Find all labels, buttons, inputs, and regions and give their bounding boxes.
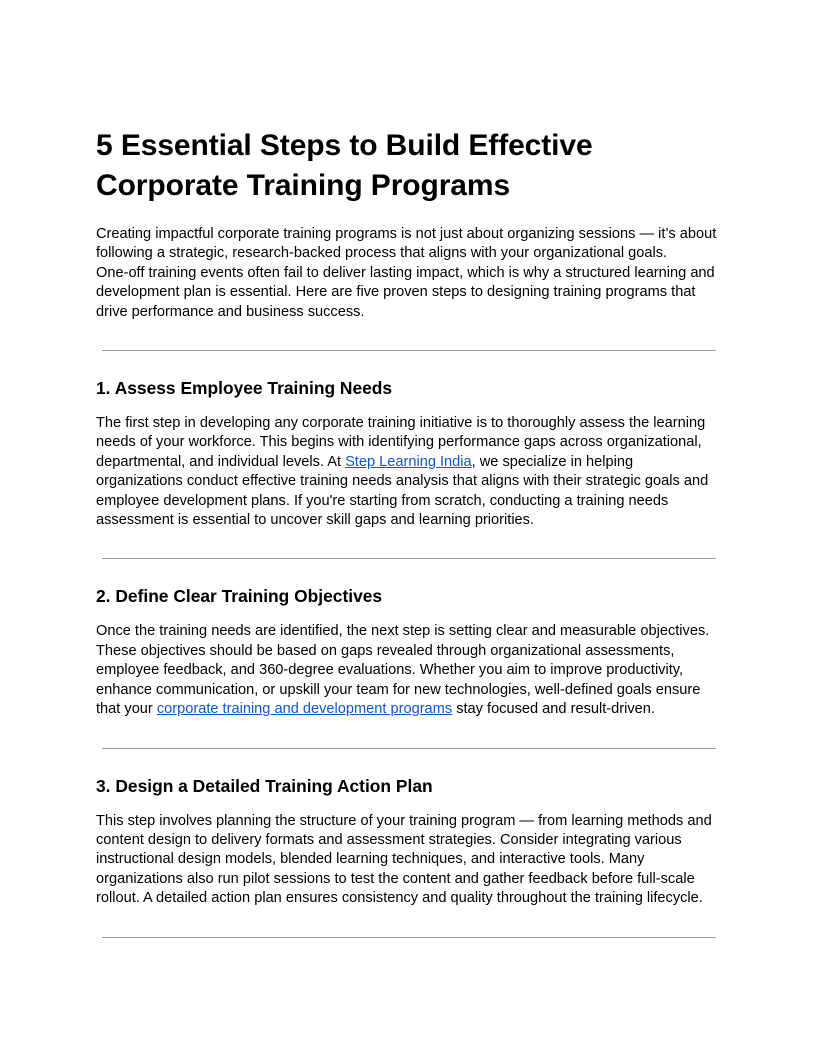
section-2-text-before: Once the training needs are identified, the next step is setting clear and measurable objectives. These objectives should be based on gaps revealed through organizational assessments, employee feedback, and 360-degree evaluations. Whether you aim to improve productivity, enhance communication, or upskill your team for new technologies, well-defined goals ensure that your bbox=[96, 623, 710, 718]
section-divider bbox=[102, 558, 716, 559]
step-learning-india-link[interactable]: Step Learning India bbox=[345, 453, 472, 470]
section-1-paragraph bbox=[96, 414, 720, 530]
intro-line-1: Creating impactful corporate training programs is not just about organizing sessions — it’s about following a strategic, research-backed process that aligns with your organizational goals. bbox=[96, 226, 717, 262]
section-1-text-before: The first step in developing any corporate training initiative is to thoroughly assess the learning needs of your workforce. This begins with identifying performance gaps across organizational, departmental, and individual levels. At bbox=[96, 415, 706, 470]
section-divider bbox=[102, 937, 716, 938]
section-divider bbox=[102, 748, 716, 749]
intro-paragraph bbox=[96, 225, 720, 322]
section-3-paragraph: This step involves planning the structure of your training program — from learning methods and content design to delivery formats and assessment strategies. Consider integrating various instructional design models, blended learning techniques, and interactive tools. Many organizations also run pilot sessions to test the content and gather feedback before full-scale rollout. A detailed action plan ensures consistency and quality throughout the training lifecycle. bbox=[96, 812, 712, 907]
section-divider bbox=[102, 350, 716, 351]
section-2-paragraph bbox=[96, 622, 720, 719]
section-2-text-after: stay focused and result-driven. bbox=[452, 701, 655, 718]
section-1-text-after: , we specialize in helping organizations conduct effective training needs analysis that aligns with their strategic goals and employee development plans. If you're starting from scratch, conducting a training needs assessment is essential to uncover skill gaps and learning priorities. bbox=[96, 453, 709, 529]
section-heading-2: 2. Define Clear Training Objectives bbox=[96, 586, 383, 607]
section-heading-3: 3. Design a Detailed Training Action Plan bbox=[96, 775, 433, 796]
page-title: 5 Essential Steps to Build Effective Corporate Training Programs bbox=[96, 129, 593, 202]
corporate-training-programs-link[interactable]: corporate training and development programs bbox=[156, 701, 453, 718]
intro-line-2: One-off training events often fail to deliver lasting impact, which is why a structured learning and development plan is essential. Here are five proven steps to designing training programs that drive performance and business success. bbox=[96, 264, 715, 320]
section-heading-1: 1. Assess Employee Training Needs bbox=[96, 378, 393, 399]
document-page bbox=[96, 126, 720, 964]
